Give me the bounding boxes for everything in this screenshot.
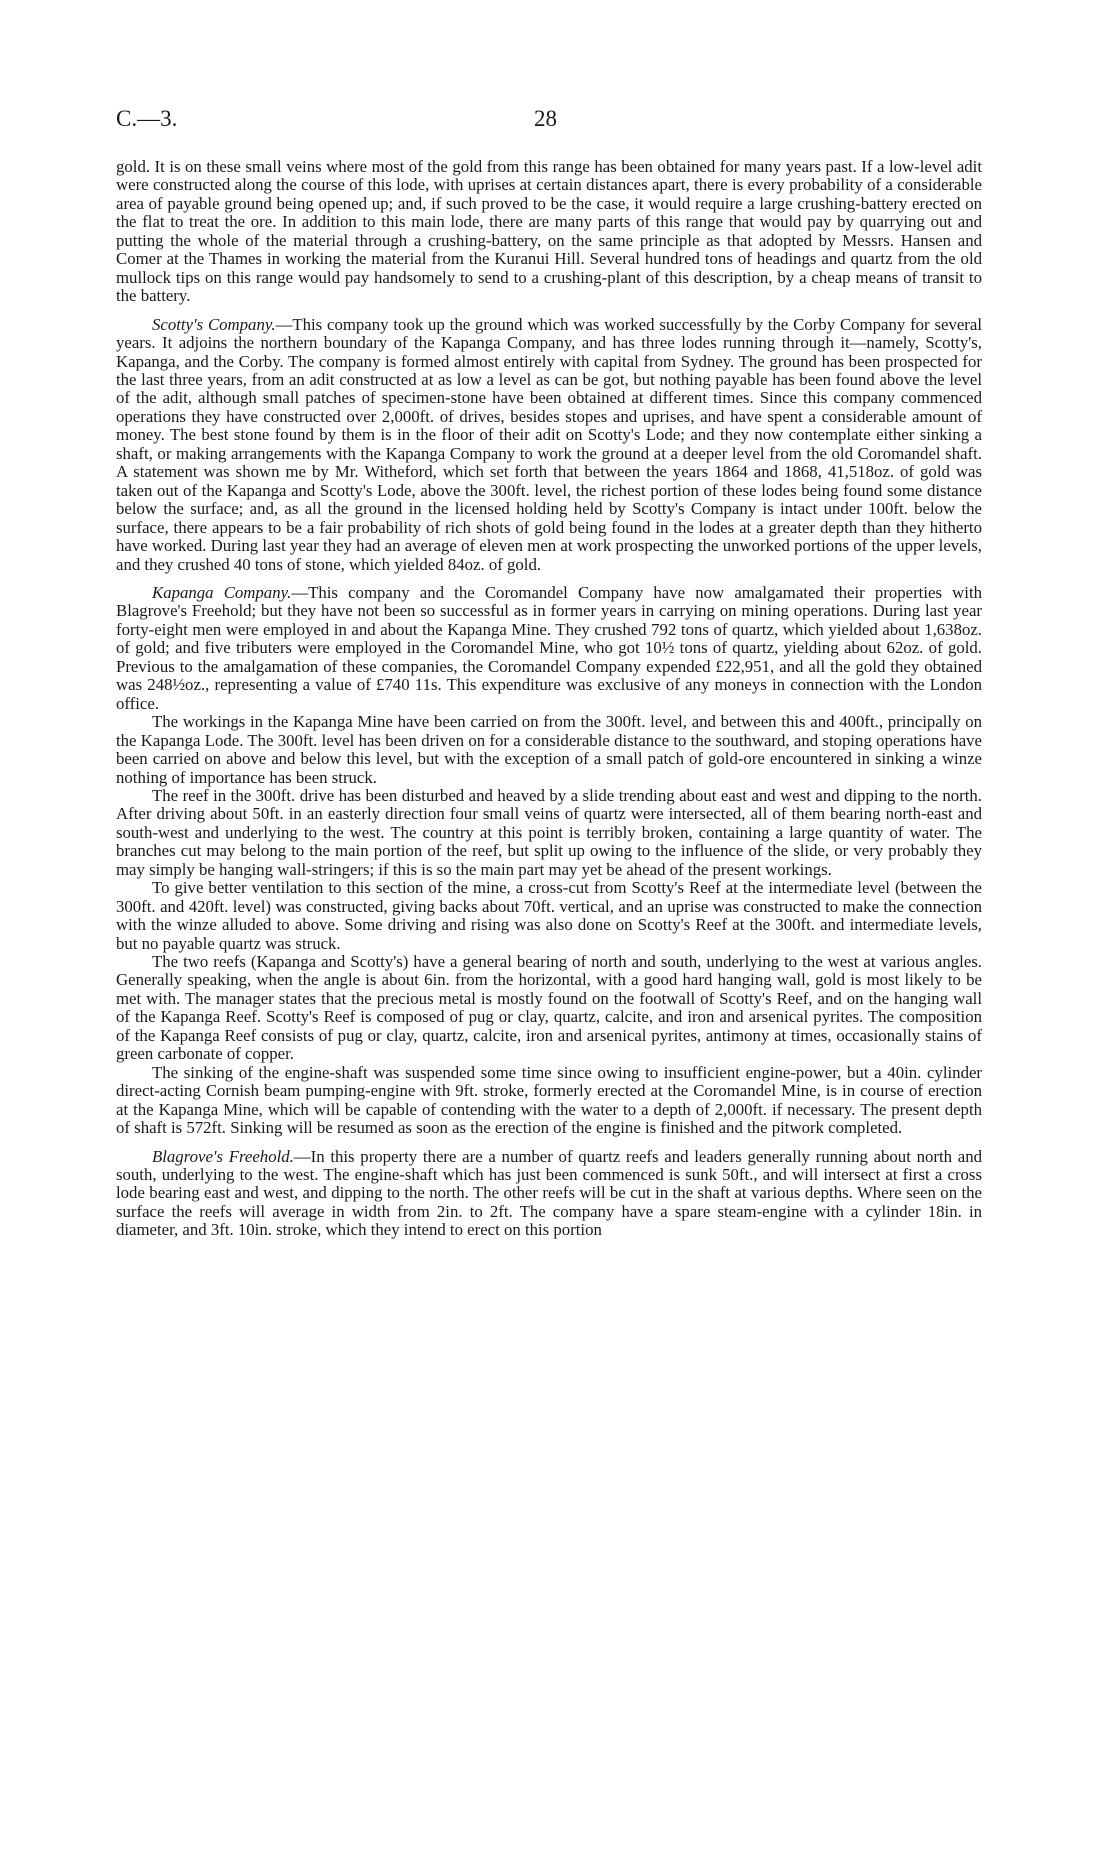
paragraph-text: —In this property there are a number of quartz reefs and leaders generally running about north and south, underlying to the west. The engine-shaft which has just been commenced is sunk 50ft., and will intersect at first a cross lode bearing east and west, and dipping to the north. The other reefs will be cut in the shaft at various depths. Where seen on the surface the reefs will average in width from 2in. to 2ft. The company have a spare steam-engine with a cylinder 18in. in diameter, and 3ft. 10in. stroke, which they intend to erect on this portion <box>116 1146 982 1240</box>
paragraph-text: The reef in the 300ft. drive has been disturbed and heaved by a slide trending about east and west and dipping to the north. After driving about 50ft. in an easterly direction four small veins of quartz were intersected, all of them bearing north-east and south-west and underlying to the west. The country at this point is terribly broken, containing a large quantity of water. The branches cut may belong to the main portion of the reef, but split up owing to the influence of the slide, or very probably they may simply be hanging wall-stringers; if this is so the main part may yet be ahead of the present workings. <box>116 785 982 879</box>
paragraph-text: —This company took up the ground which was worked successfully by the Corby Company for several years. It adjoins the northern boundary of the Kapanga Company, and has three lodes running through it—namely, Scotty's, Kapanga, and the Corby. The company is formed almost entirely with capital from Sydney. The ground has been prospected for the last three years, from an adit constructed at as low a level as can be got, but nothing payable has been found above the level of the adit, although small patches of specimen-stone have been obtained at different times. Since this company commenced operations they have constructed over 2,000ft. of drives, besides stopes and uprises, and have spent a considerable amount of money. The best stone found by them is in the floor of their adit on Scotty's Lode; and they now contemplate either sinking a shaft, or making arrangements with the Kapanga Company to work the ground at a deeper level from the old Coromandel shaft. A statement was shown me by Mr. Witheford, which set forth that between the years 1864 and 1868, 41,518oz. of gold was taken out of the Kapanga and Scotty's Lode, above the 300ft. level, the richest portion of these lodes being found some distance below the surface; and, as all the ground in the licensed holding held by Scotty's Company is intact under 100ft. below the surface, there appears to be a fair probability of rich shots of gold being found in the lodes at a greater depth than they hitherto have worked. During last year they had an average of eleven men at work prospecting the unworked portions of the upper levels, and they crushed 40 tons of stone, which yielded 84oz. of gold. <box>116 314 982 574</box>
page-number: 28 <box>534 106 557 131</box>
paragraph <box>116 1148 982 1240</box>
section-heading: Kapanga Company. <box>152 582 292 602</box>
body-text <box>116 158 982 1240</box>
paragraph <box>116 584 982 713</box>
page-header <box>116 106 984 136</box>
paragraph-text: —This company and the Coromandel Company have now amalgamated their properties with Blagrove's Freehold; but they have not been so successful as in former years in carrying on mining operations. During last year forty-eight men were employed in and about the Kapanga Mine. They crushed 792 tons of quartz, which yielded about 1,638oz. of gold; and five tributers were employed in the Coromandel Mine, who got 10½ tons of quartz, yielding about 62oz. of gold. Previous to the amalgamation of these companies, the Coromandel Company expended £22,951, and all the gold they obtained was 248½oz., representing a value of £740 11s. This expenditure was exclusive of any moneys in connection with the London office. <box>116 582 982 713</box>
paragraph <box>116 713 982 787</box>
paragraph-text: The workings in the Kapanga Mine have been carried on from the 300ft. level, and between this and 400ft., principally on the Kapanga Lode. The 300ft. level has been driven on for a considerable distance to the southward, and stoping operations have been carried on above and below this level, but with the exception of a small patch of gold-ore encountered in sinking a winze nothing of importance has been struck. <box>116 712 982 787</box>
paragraph-text: The sinking of the engine-shaft was suspended some time since owing to insufficient engine-power, but a 40in. cylinder direct-acting Cornish beam pumping-engine with 9ft. stroke, formerly erected at the Coromandel Mine, is in course of erection at the Kapanga Mine, which will be capable of contending with the water to a depth of 2,000ft. if necessary. The present depth of shaft is 572ft. Sinking will be resumed as soon as the erection of the engine is finished and the pitwork completed. <box>116 1062 982 1138</box>
document-reference: C.—3. <box>116 106 178 131</box>
paragraph <box>116 316 982 574</box>
paragraph-text: gold. It is on these small veins where most of the gold from this range has been obtained for many years past. If a low-level adit were constructed along the course of this lode, with uprises at certain distances apart, there is every probability of a considerable area of payable ground being opened up; and, if such proved to be the case, it would require a large crushing-battery erected on the flat to treat the ore. In addition to this main lode, there are many parts of this range that would pay by quarrying out and putting the whole of the material through a crushing-battery, on the same principle as that adopted by Messrs. Hansen and Comer at the Thames in working the material from the Kuranui Hill. Several hundred tons of headings and quartz from the old mullock tips on this range would pay handsomely to send to a crushing-plant of this description, by a cheap means of transit to the battery. <box>116 157 982 306</box>
paragraph-text: To give better ventilation to this section of the mine, a cross-cut from Scotty's Reef at the intermediate level (between the 300ft. and 420ft. level) was constructed, giving backs about 70ft. vertical, and an uprise was constructed to make the connection with the winze alluded to above. Some driving and rising was also done on Scotty's Reef at the 300ft. and intermediate levels, but no payable quartz was struck. <box>116 878 982 953</box>
paragraph <box>116 879 982 953</box>
paragraph <box>116 158 982 306</box>
section-heading: Scotty's Company. <box>152 314 276 334</box>
paragraph <box>116 787 982 879</box>
section-heading: Blagrove's Freehold. <box>152 1146 294 1166</box>
paragraph-text: The two reefs (Kapanga and Scotty's) have a general bearing of north and south, underlying to the west at various angles. Generally speaking, when the angle is about 6in. from the horizontal, with a good hard hanging wall, gold is most likely to be met with. The manager states that the precious metal is mostly found on the footwall of Scotty's Reef, and on the hanging wall of the Kapanga Reef. Scotty's Reef is composed of pug or clay, quartz, calcite, and iron and arsenical pyrites. The composition of the Kapanga Reef consists of pug or clay, quartz, calcite, iron and arsenical pyrites, antimony at times, occasionally stains of green carbonate of copper. <box>116 952 982 1064</box>
paragraph <box>116 953 982 1064</box>
paragraph <box>116 1064 982 1138</box>
